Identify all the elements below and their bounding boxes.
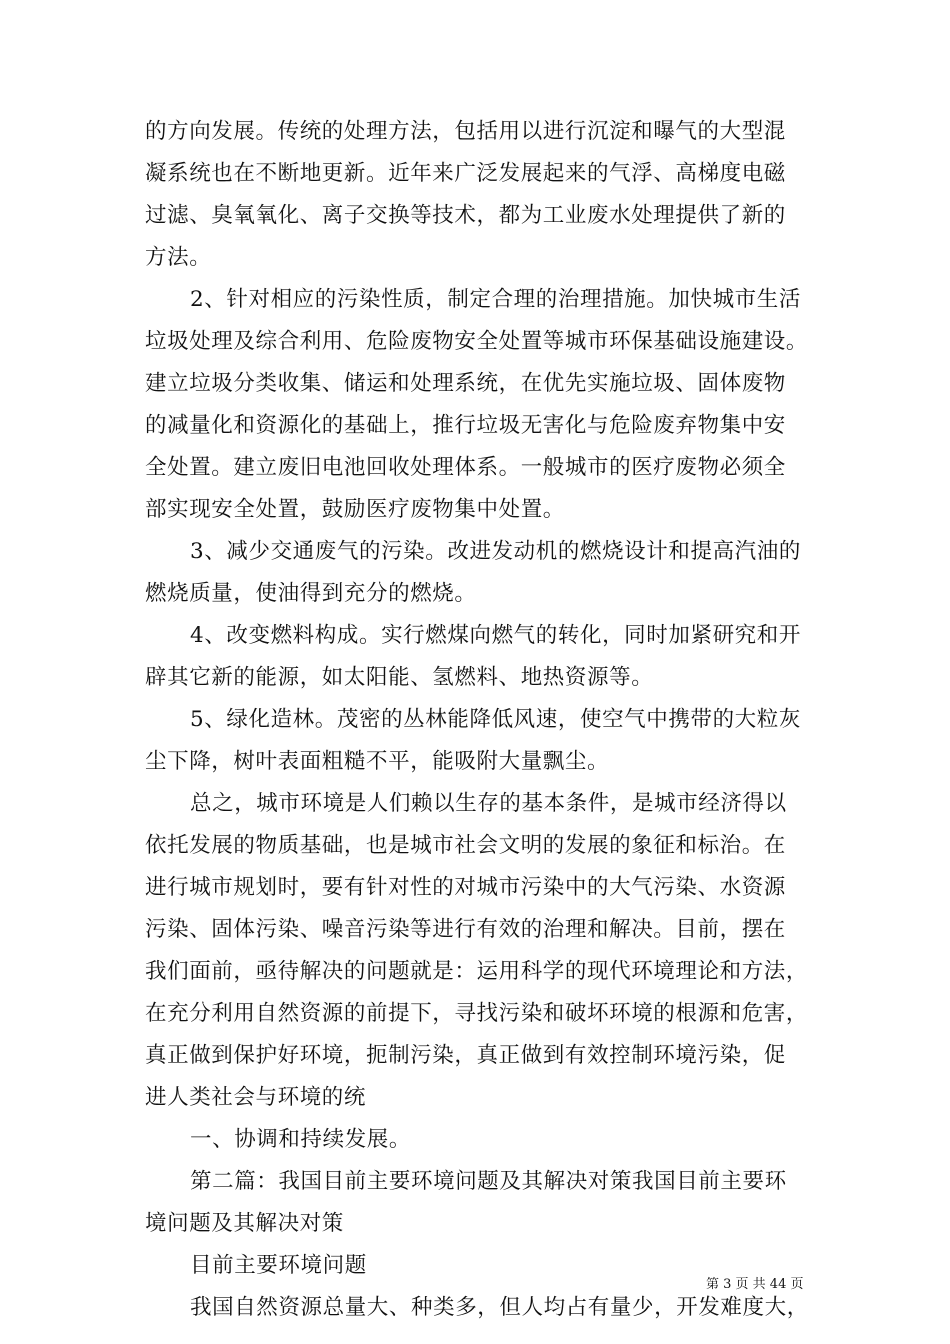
text-line: 真正做到保护好环境，扼制污染，真正做到有效控制环境污染，促: [145, 1043, 786, 1068]
text-line: 垃圾处理及综合利用、危险废物安全处置等城市环保基础设施建设。: [145, 329, 809, 354]
paragraph-start-line: 一、协调和持续发展。: [190, 1127, 412, 1152]
text-line: 方法。: [145, 245, 212, 270]
text-line: 依托发展的物质基础，也是城市社会文明的发展的象征和标治。在: [145, 833, 786, 858]
text-line: 进行城市规划时，要有针对性的对城市污染中的大气污染、水资源: [145, 875, 786, 900]
text-line: 进人类社会与环境的统: [145, 1085, 367, 1110]
text-line: 燃烧质量，使油得到充分的燃烧。: [145, 581, 477, 606]
text-line: 境问题及其解决对策: [145, 1211, 344, 1236]
text-line: 凝系统也在不断地更新。近年来广泛发展起来的气浮、高梯度电磁: [145, 161, 786, 186]
paragraph-start-line: 总之，城市环境是人们赖以生存的基本条件，是城市经济得以: [190, 791, 787, 816]
text-line: 建立垃圾分类收集、储运和处理系统，在优先实施垃圾、固体废物: [145, 371, 786, 396]
paragraph-start-line: 我国自然资源总量大、种类多，但人均占有量少，开发难度大，: [190, 1295, 809, 1320]
text-line: 辟其它新的能源，如太阳能、氢燃料、地热资源等。: [145, 665, 654, 690]
text-line: 的减量化和资源化的基础上，推行垃圾无害化与危险废弃物集中安: [145, 413, 786, 438]
text-line: 尘下降，树叶表面粗糙不平，能吸附大量飘尘。: [145, 749, 610, 774]
paragraph-start-line: 5、绿化造林。茂密的丛林能降低风速，使空气中携带的大粒灰: [190, 707, 801, 732]
paragraph-start-line: 2、针对相应的污染性质，制定合理的治理措施。加快城市生活: [190, 287, 801, 312]
page-number: 第 3 页 共 44 页: [706, 1277, 804, 1292]
section-heading-line: 第二篇：我国目前主要环境问题及其解决对策我国目前主要环: [190, 1169, 787, 1194]
text-line: 过滤、臭氧氧化、离子交换等技术，都为工业废水处理提供了新的: [145, 203, 786, 228]
paragraph-start-line: 4、改变燃料构成。实行燃煤向燃气的转化，同时加紧研究和开: [190, 623, 801, 648]
text-line: 污染、固体污染、噪音污染等进行有效的治理和解决。目前，摆在: [145, 917, 786, 942]
text-line: 在充分利用自然资源的前提下，寻找污染和破坏环境的根源和危害，: [145, 1001, 809, 1026]
subheading-line: 目前主要环境问题: [190, 1253, 367, 1278]
text-line: 的方向发展。传统的处理方法，包括用以进行沉淀和曝气的大型混: [145, 119, 786, 144]
text-line: 全处置。建立废旧电池回收处理体系。一般城市的医疗废物必须全: [145, 455, 786, 480]
paragraph-start-line: 3、减少交通废气的污染。改进发动机的燃烧设计和提高汽油的: [190, 539, 801, 564]
text-line: 部实现安全处置，鼓励医疗废物集中处置。: [145, 497, 565, 522]
text-line: 我们面前，亟待解决的问题就是：运用科学的现代环境理论和方法，: [145, 959, 809, 984]
